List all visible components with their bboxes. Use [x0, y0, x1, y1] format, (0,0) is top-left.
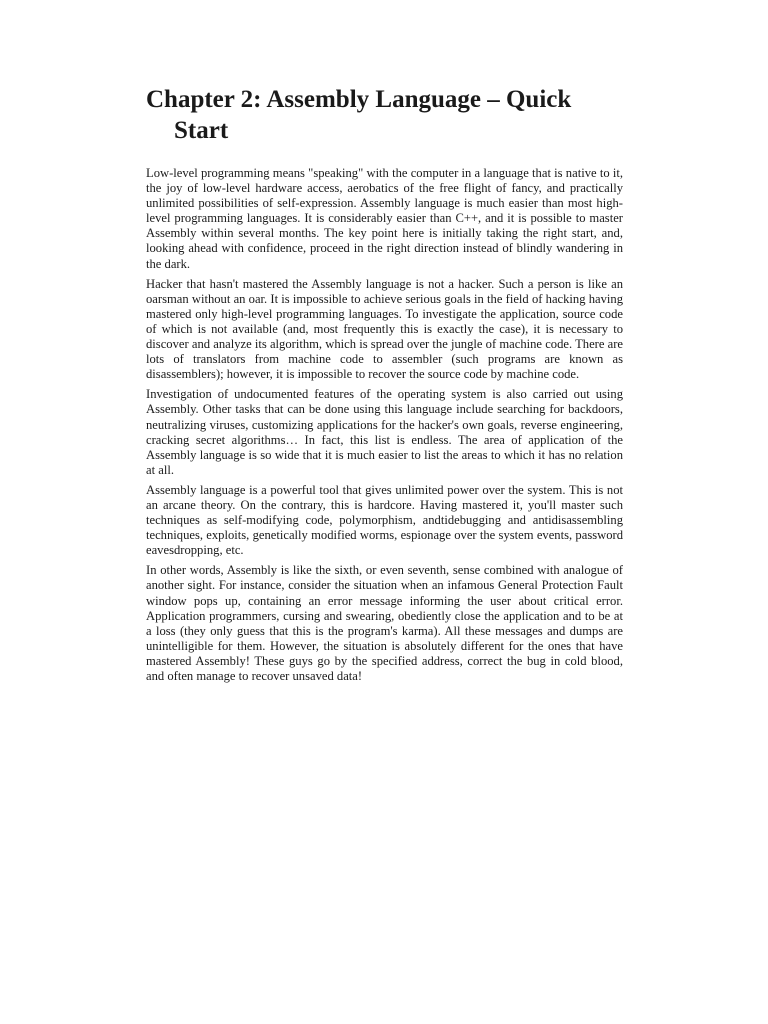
document-page — [146, 84, 623, 689]
body-paragraph-1: Low-level programming means "speaking" with the computer in a language that is native to it, the joy of low-level hardware access, aerobatics of the free flight of fancy, and practically unlimited possibilities of self-expression. Assembly language is much easier than most high-level programming languages. It is considerably easier than C++, and it is possible to master Assembly within several months. The key point here is initially taking the right start, and, looking ahead with confidence, proceed in the right direction instead of blindly wandering in the dark. — [146, 166, 623, 271]
chapter-title: Chapter 2: Assembly Language – Quick Start — [146, 86, 572, 144]
body-paragraph-4: Assembly language is a powerful tool that gives unlimited power over the system. This is not an arcane theory. On the contrary, this is hardcore. Having mastered it, you'll master such techniques as self-modifying code, polymorphism, andtidebugging and antidisassembling techniques, exploits, genetically modified worms, espionage over the system events, password eavesdropping, etc. — [146, 482, 623, 558]
body-paragraph-2: Hacker that hasn't mastered the Assembly language is not a hacker. Such a person is like an oarsman without an oar. It is impossible to achieve serious goals in the field of hacking having mastered only high-level programming languages. To investigate the application, source code of which is not available (and, most frequently this is exactly the case), it is necessary to discover and analyze its algorithm, which is spread over the jungle of machine code. There are lots of translators from machine code to assembler (such programs are known as disassemblers); however, it is impossible to recover the source code by machine code. — [146, 276, 623, 382]
body-paragraph-3: Investigation of undocumented features of the operating system is also carried out using Assembly. Other tasks that can be done using this language include searching for backdoors, neutralizing viruses, customizing applications for the hacker's own goals, reverse engineering, cracking secret algorithms… In fact, this list is endless. The area of application of the Assembly language is so wide that it is much easier to list the areas to which it has no relation at all. — [146, 387, 623, 477]
body-paragraph-5: In other words, Assembly is like the sixth, or even seventh, sense combined with analogue of another sight. For instance, consider the situation when an infamous General Protection Fault window pops up, containing an error message informing the user about critical error. Application programmers, cursing and swearing, obediently close the application and to be at a loss (they only guess that this is the program's karma). All these messages and dumps are unintelligible for them. However, the situation is absolutely different for the ones that have mastered Assembly! These guys go by the specified address, correct the bug in cold blood, and often manage to recover unsaved data! — [146, 563, 623, 683]
